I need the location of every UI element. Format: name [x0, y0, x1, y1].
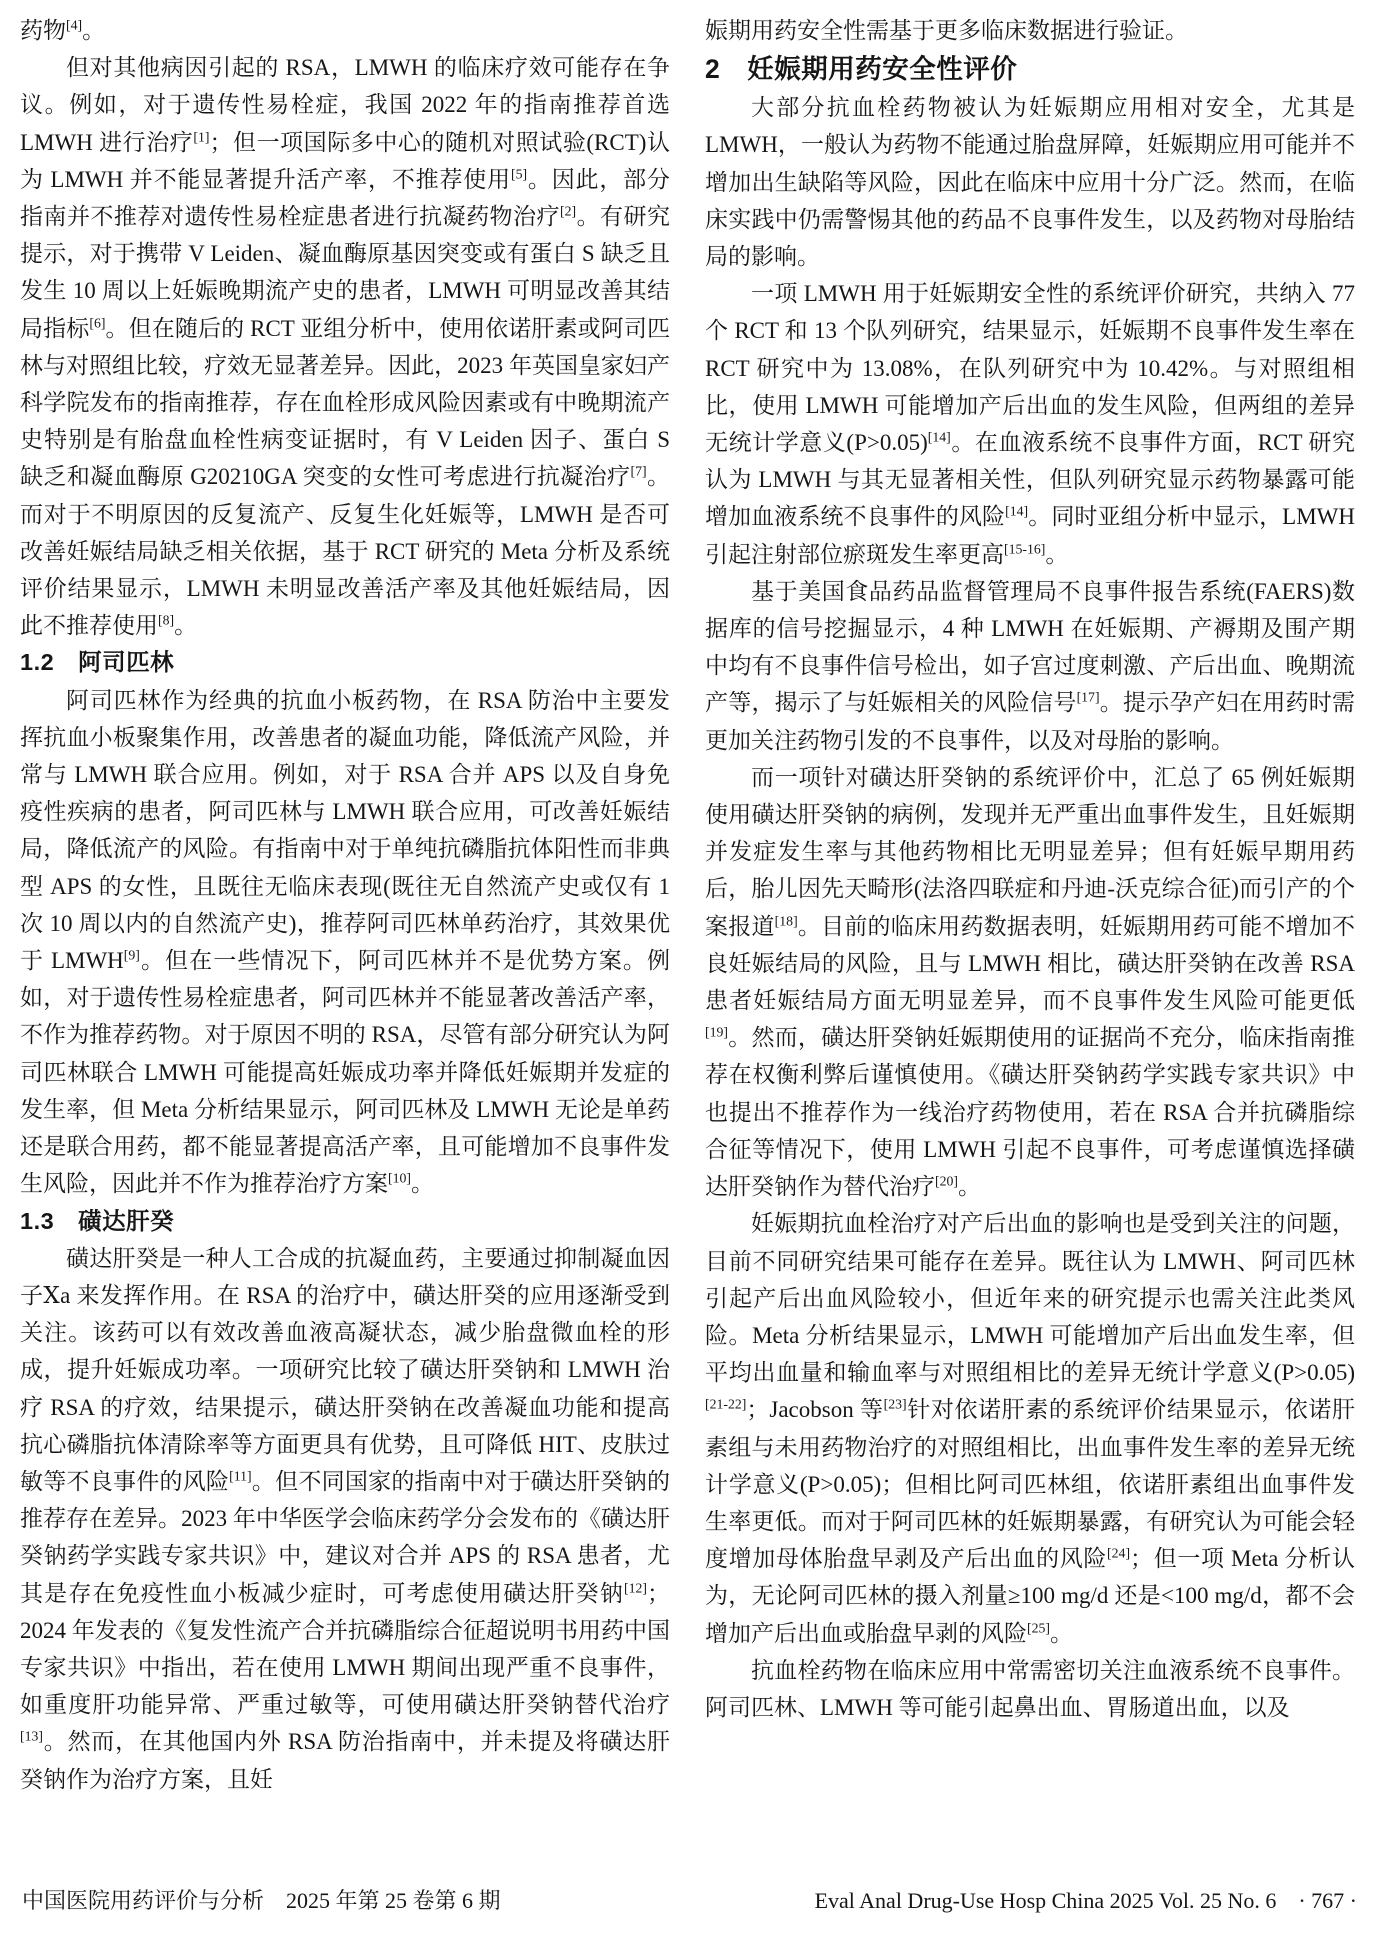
left-column: [20, 12, 670, 1798]
footer-journal-title-en-page-number: Eval Anal Drug-Use Hosp China 2025 Vol. 25 No. 6 · 767 ·: [814, 1888, 1357, 1913]
paragraph-lmwh-systematic-review: 一项 LMWH 用于妊娠期安全性的系统评价研究，共纳入 77 个 RCT 和 13 个队列研究，结果显示，妊娠期不良事件发生率在 RCT 研究中为 13.08%，在队列研究中为 10.42%。与对照组相比，使用 LMWH 可能增加产后出血的发生风险，但两组的差异无统计学意义(P>0.05)[14]。在血液系统不良事件方面，RCT 研究认为 LMWH 与其无显著相关性，但队列研究显示药物暴露可能增加血液系统不良事件的风险[14]。同时亚组分析中显示，LMWH 引起注射部位瘀斑发生率更高[15-16]。: [705, 281, 1356, 567]
paragraph-continuation-safety: 娠期用药安全性需基于更多临床数据进行验证。: [705, 18, 1188, 43]
paragraph-lmwh-controversy: 但对其他病因引起的 RSA，LMWH 的临床疗效可能存在争议。例如，对于遗传性易栓症，我国 2022 年的指南推荐首选 LMWH 进行治疗[1]；但一项国际多中心的随机对照试验(RCT)认为 LMWH 并不能显著提升活产率，不推荐使用[5]。因此，部分指南并不推荐对遗传性易栓症患者进行抗凝药物治疗[2]。有研究提示，对于携带 V Leiden、凝血酶原基因突变或有蛋白 S 缺乏且发生 10 周以上妊娠晚期流产史的患者，LMWH 可明显改善其结局指标[6]。但在随后的 RCT 亚组分析中，使用依诺肝素或阿司匹林与对照组比较，疗效无显著差异。因此，2023 年英国皇家妇产科学院发布的指南推荐，存在血栓形成风险因素或有中晚期流产史特别是有胎盘血栓性病变证据时，有 V Leiden 因子、蛋白 S 缺乏和凝血酶原 G20210GA 突变的女性可考虑进行抗凝治疗[7]。而对于不明原因的反复流产、反复生化妊娠等，LMWH 是否可改善妊娠结局缺乏相关依据，基于 RCT 研究的 Meta 分析及系统评价结果显示，LMWH 未明显改善活产率及其他妊娠结局，因此不推荐使用[8]。: [20, 55, 671, 639]
paragraph-fondaparinux-review: 而一项针对磺达肝癸钠的系统评价中，汇总了 65 例妊娠期使用磺达肝癸钠的病例，发现并无严重出血事件发生，且妊娠期并发症发生率与其他药物相比无明显差异；但有妊娠早期用药后，胎儿因先天畸形(法洛四联症和丹迪-沃克综合征)而引产的个案报道[18]。目前的临床用药数据表明，妊娠期用药可能不增加不良妊娠结局的风险，且与 LMWH 相比，磺达肝癸钠在改善 RSA 患者妊娠结局方面无明显差异，而不良事件发生风险可能更低[19]。然而，磺达肝癸钠妊娠期使用的证据尚不充分，临床指南推荐在权衡利弊后谨慎使用。《磺达肝癸钠药学实践专家共识》中也提出不推荐作为一线治疗药物使用，若在 RSA 合并抗磷脂综合征等情况下，使用 LMWH 引起不良事件，可考虑谨慎选择磺达肝癸钠作为替代治疗[20]。: [705, 764, 1356, 1200]
footer-journal-title-cn: 中国医院用药评价与分析 2025 年第 25 卷第 6 期: [22, 1888, 501, 1913]
section-heading-1-3-fondaparinux: 1.3 磺达肝癸: [20, 1207, 175, 1234]
paragraph-continuation-drugs: 药物[4]。: [20, 17, 106, 43]
paragraph-aspirin: 阿司匹林作为经典的抗血小板药物，在 RSA 防治中主要发挥抗血小板聚集作用，改善患者的凝血功能，降低流产风险，并常与 LMWH 联合应用。例如，对于 RSA 合并 APS 以及自身免疫性疾病的患者，阿司匹林与 LMWH 联合应用，可改善妊娠结局，降低流产的风险。有指南中对于单纯抗磷脂抗体阳性而非典型 APS 的女性，且既往无临床表现(既往无自然流产史或仅有 1 次 10 周以内的自然流产史)，推荐阿司匹林单药治疗，其效果优于 LMWH[9]。但在一些情况下，阿司匹林并不是优势方案。例如，对于遗传性易栓症患者，阿司匹林并不能显著改善活产率，不作为推荐药物。对于原因不明的 RSA，尽管有部分研究认为阿司匹林联合 LMWH 可能提高妊娠成功率并降低妊娠期并发症的发生率，但 Meta 分析结果显示，阿司匹林及 LMWH 无论是单药还是联合用药，都不能显著提高活产率，且可能增加不良事件发生风险，因此并不作为推荐治疗方案[10]。: [20, 687, 670, 1197]
paragraph-safety-overview: 大部分抗血栓药物被认为妊娠期应用相对安全，尤其是 LMWH，一般认为药物不能通过胎盘屏障，妊娠期应用可能并不增加出生缺陷等风险，因此在临床中应用十分广泛。然而，在临床实践中仍需警惕其他的药品不良事件发生，以及药物对母胎结局的影响。: [705, 95, 1355, 270]
paragraph-blood-system: 抗血栓药物在临床应用中常需密切关注血液系统不良事件。阿司匹林、LMWH 等可能引起鼻出血、胃肠道出血，以及: [705, 1657, 1355, 1720]
section-heading-2-safety: 2 妊娠期用药安全性评价: [705, 54, 1018, 85]
section-heading-1-2-aspirin: 1.2 阿司匹林: [20, 649, 175, 676]
paragraph-postpartum-hemorrhage: 妊娠期抗血栓治疗对产后出血的影响也是受到关注的问题，目前不同研究结果可能存在差异。既往认为 LMWH、阿司匹林引起产后出血风险较小，但近年来的研究提示也需关注此类风险。Meta 分析结果显示，LMWH 可能增加产后出血发生率，但平均出血量和输血率与对照组相比的差异无统计学意义(P>0.05)[21-22]；Jacobson 等[23]针对依诺肝素的系统评价结果显示，依诺肝素组与未用药物治疗的对照组相比，出血事件发生率的差异无统计学意义(P>0.05)；但相比阿司匹林组，依诺肝素组出血事件发生率更低。而对于阿司匹林的妊娠期暴露，有研究认为可能会轻度增加母体胎盘早剥及产后出血的风险[24]；但一项 Meta 分析认为，无论阿司匹林的摄入剂量≥100 mg/d 还是<100 mg/d，都不会增加产后出血或胎盘早剥的风险[25]。: [705, 1211, 1355, 1646]
paragraph-faers: 基于美国食品药品监督管理局不良事件报告系统(FAERS)数据库的信号挖掘显示，4 种 LMWH 在妊娠期、产褥期及围产期中均有不良事件信号检出，如子宫过度刺激、产后出血、晚期流产等，揭示了与妊娠相关的风险信号[17]。提示孕产妇在用药时需更加关注药物引发的不良事件，以及对母胎的影响。: [705, 578, 1356, 753]
right-column: [705, 12, 1355, 1726]
paragraph-fondaparinux: 磺达肝癸是一种人工合成的抗凝血药，主要通过抑制凝血因子Ⅹa 来发挥作用。在 RSA 的治疗中，磺达肝癸的应用逐渐受到关注。该药可以有效改善血液高凝状态，减少胎盘微血栓的形成，提升妊娠成功率。一项研究比较了磺达肝癸钠和 LMWH 治疗 RSA 的疗效，结果提示，磺达肝癸钠在改善凝血功能和提高抗心磷脂抗体清除率等方面更具有优势，且可降低 HIT、皮肤过敏等不良事件的风险[11]。但不同国家的指南中对于磺达肝癸钠的推荐存在差异。2023 年中华医学会临床药学分会发布的《磺达肝癸钠药学实践专家共识》中，建议对合并 APS 的 RSA 患者，尤其是存在免疫性血小板减少症时，可考虑使用磺达肝癸钠[12]；2024 年发表的《复发性流产合并抗磷脂综合征超说明书用药中国专家共识》中指出，若在使用 LMWH 期间出现严重不良事件，如重度肝功能异常、严重过敏等，可使用磺达肝癸钠替代治疗[13]。然而，在其他国内外 RSA 防治指南中，并未提及将磺达肝癸钠作为治疗方案，且妊: [20, 1245, 670, 1792]
